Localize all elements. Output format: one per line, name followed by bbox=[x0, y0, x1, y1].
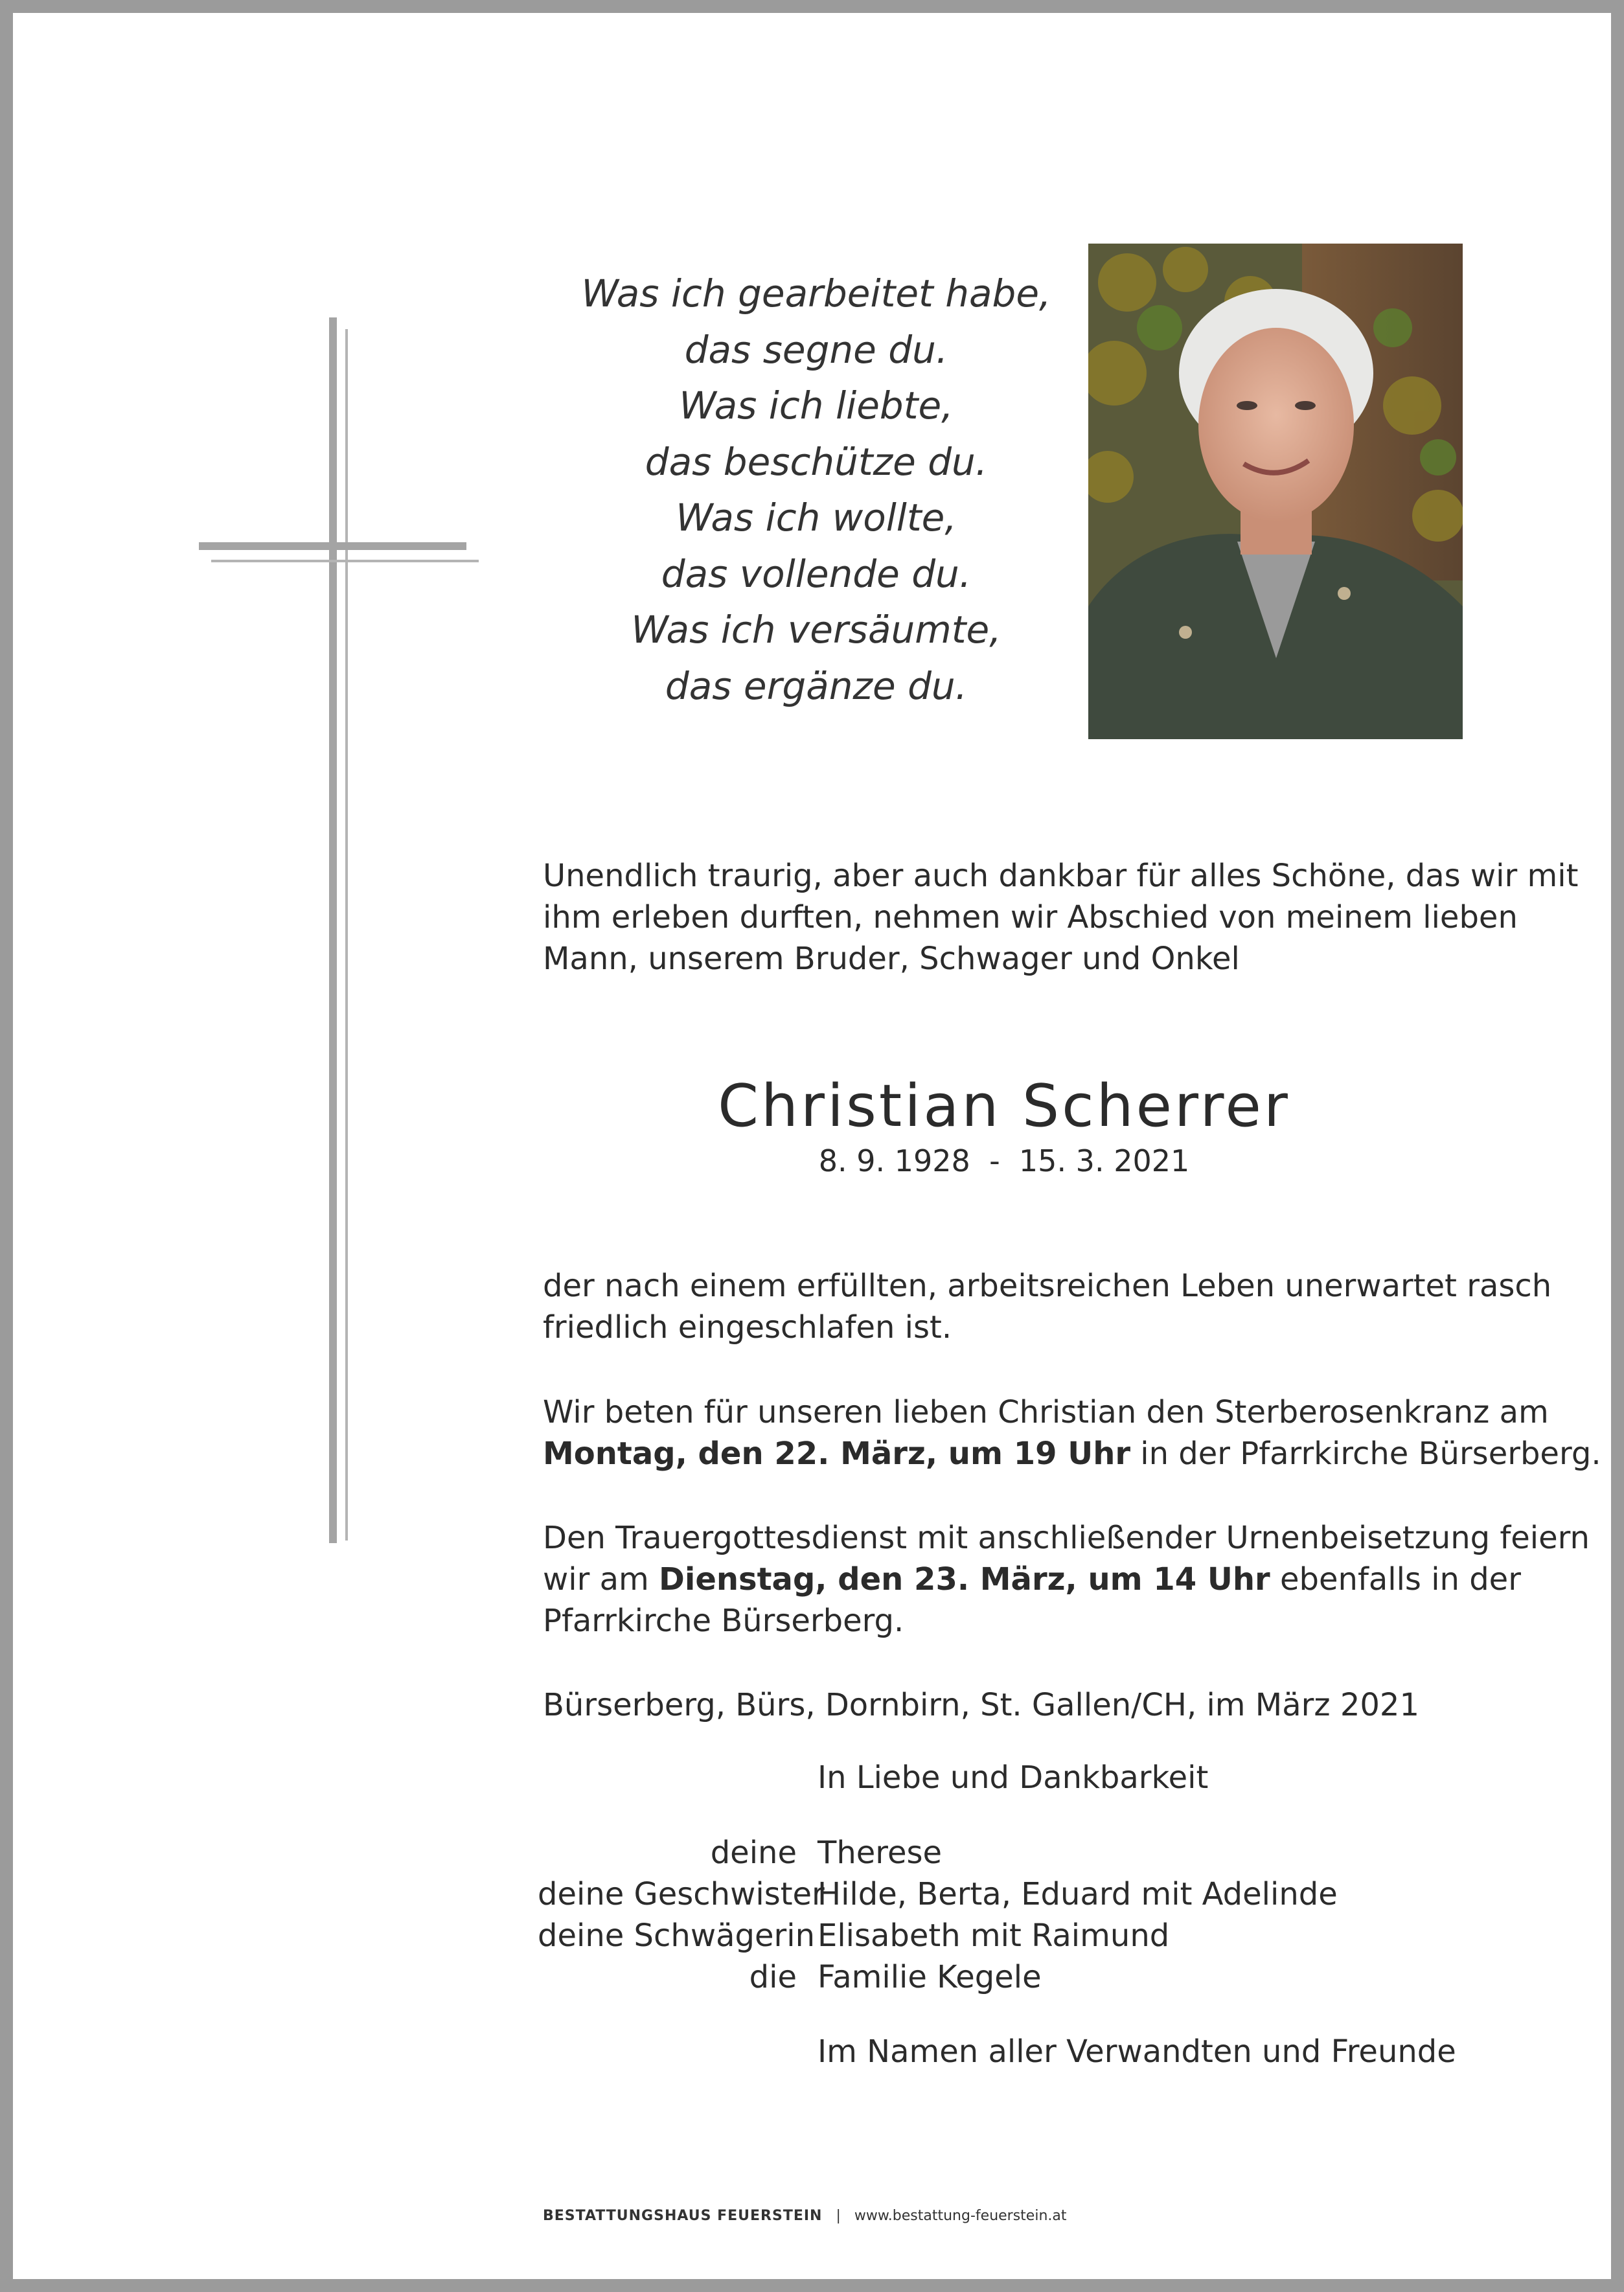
mourner-relation: deine Schwägerin bbox=[538, 1918, 815, 1954]
rosary-location: in der Pfarrkirche Bürserberg. bbox=[1130, 1436, 1601, 1472]
passing-line: der nach einem erfüllten, arbeitsreichen Leben unerwartet rasch bbox=[543, 1268, 1552, 1304]
passing-line: friedlich eingeschlafen ist. bbox=[543, 1309, 952, 1346]
deceased-name: Christian Scherrer bbox=[718, 1072, 1290, 1140]
footer bbox=[543, 2208, 1067, 2224]
mourner-names: Hilde, Berta, Eduard mit Adelinde bbox=[818, 1876, 1338, 1912]
service-line: Den Trauergottesdienst mit anschließender Urnenbeisetzung feiern bbox=[543, 1520, 1590, 1556]
service-line: Pfarrkirche Bürserberg. bbox=[543, 1603, 904, 1639]
rosary-text bbox=[543, 1392, 1601, 1474]
footer-url: www.bestattung-feuerstein.at bbox=[854, 2208, 1067, 2224]
service-rest: ebenfalls in der bbox=[1270, 1561, 1521, 1598]
poem-line: Was ich liebte, bbox=[679, 384, 954, 428]
poem-line: das vollende du. bbox=[661, 551, 972, 596]
portrait-photo bbox=[1088, 244, 1463, 739]
footer-separator: | bbox=[836, 2208, 841, 2224]
mourner-names: Familie Kegele bbox=[818, 1959, 1042, 1995]
footer-brand: BESTATTUNGSHAUS FEUERSTEIN bbox=[543, 2208, 823, 2224]
mourner-row bbox=[0, 1832, 1624, 1874]
poem-line: Was ich wollte, bbox=[676, 496, 957, 540]
life-dates: 8. 9. 1928 - 15. 3. 2021 bbox=[818, 1143, 1190, 1178]
poem bbox=[570, 266, 1062, 714]
intro-text bbox=[543, 855, 1578, 980]
rosary-datetime: Montag, den 22. März, um 19 Uhr bbox=[543, 1436, 1131, 1472]
mourner-names: Elisabeth mit Raimund bbox=[818, 1918, 1170, 1954]
service-text bbox=[543, 1517, 1590, 1642]
intro-line: Unendlich traurig, aber auch dankbar für alles Schöne, das wir mit bbox=[543, 858, 1579, 894]
poem-line: Was ich versäumte, bbox=[631, 608, 1001, 652]
poem-line: das beschütze du. bbox=[645, 439, 988, 484]
mourner-relation: deine Geschwister bbox=[538, 1876, 825, 1912]
rosary-line: Wir beten für unseren lieben Christian den Sterberosenkranz am bbox=[543, 1394, 1549, 1430]
poem-line: das segne du. bbox=[684, 327, 948, 372]
mourner-row bbox=[0, 1874, 1624, 1915]
mourners-list bbox=[0, 1832, 1624, 1998]
service-datetime: Dienstag, den 23. März, um 14 Uhr bbox=[659, 1561, 1270, 1598]
final-line: Im Namen aller Verwandten und Freunde bbox=[818, 2034, 1456, 2070]
service-pre: wir am bbox=[543, 1561, 659, 1598]
poem-line: das ergänze du. bbox=[665, 663, 968, 708]
mourner-names: Therese bbox=[818, 1835, 943, 1871]
mourner-row bbox=[0, 1915, 1624, 1956]
place-date: Bürserberg, Bürs, Dornbirn, St. Gallen/CH, im März 2021 bbox=[543, 1687, 1419, 1723]
closing-text: In Liebe und Dankbarkeit bbox=[818, 1759, 1209, 1796]
mourner-relation: deine bbox=[710, 1835, 797, 1871]
intro-line: Mann, unserem Bruder, Schwager und Onkel bbox=[543, 941, 1240, 977]
poem-line: Was ich gearbeitet habe, bbox=[581, 271, 1051, 315]
mourner-row bbox=[0, 1956, 1624, 1998]
passing-text bbox=[543, 1265, 1551, 1348]
intro-line: ihm erleben durften, nehmen wir Abschied von meinem lieben bbox=[543, 899, 1518, 935]
mourner-relation: die bbox=[749, 1959, 797, 1995]
